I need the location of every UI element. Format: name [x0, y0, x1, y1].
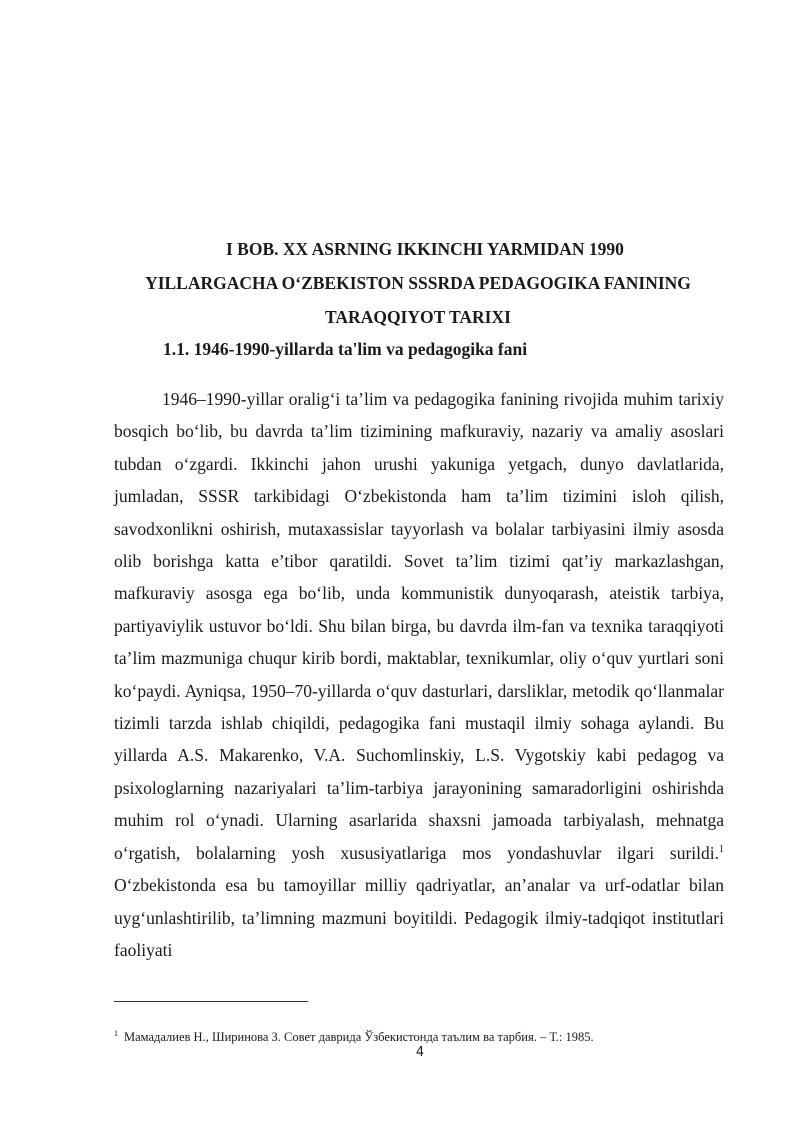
chapter-title-line-1: I BOB. XX ASRNING IKKINCHI YARMIDAN 1990: [226, 239, 624, 259]
chapter-title-line-2: YILLARGACHA O‘ZBEKISTON SSSRDA PEDAGOGIKA FANINING: [145, 273, 691, 293]
footnote-mark: 1: [114, 1028, 118, 1038]
chapter-title-line-3: TARAQQIYOT TARIXI: [325, 307, 511, 327]
body-paragraph: [114, 383, 724, 966]
chapter-title: [108, 232, 728, 334]
footnote-separator: [114, 1001, 308, 1002]
section-title: 1.1. 1946-1990-yillarda ta'lim va pedagogika fani: [163, 339, 528, 359]
page-number: 4: [415, 1045, 425, 1060]
footnote-text: Мамадалиев Н., Ширинова З. Совет даврида Ўзбекистонда таълим ва тарбия. – Т.: 1985.: [124, 1030, 594, 1044]
footnote-reference[interactable]: 1: [719, 843, 724, 855]
paragraph-text: [114, 383, 724, 966]
footnote: [114, 1029, 724, 1045]
paragraph-text-after-note: O‘zbekistonda esa bu tamoyillar milliy qadriyatlar, an’analar va urf-odatlar bilan uyg‘unlashtirilib, ta’limning mazmuni boyitildi. Pedagogik ilmiy-tadqiqot institutlari faoliyati: [114, 875, 724, 960]
paragraph-text-before-note: 1946–1990-yillar oralig‘i ta’lim va pedagogika fanining rivojida muhim tarixiy bosqich bo‘lib, bu davrda ta’lim tizimining mafkuraviy, nazariy va amaliy asoslari tubdan o‘zgardi. Ikkinchi jahon urushi yakuniga yetgach, dunyo davlatlarida, jumladan, SSSR tarkibidagi O‘zbekistonda ham ta’lim tizimini isloh qilish, savodxonlikni oshirish, mutaxassislar tayyorlash va bolalar tarbiyasini ilmiy asosda olib borishga katta e’tibor qaratildi. Sovet ta’lim tizimi qat’iy markazlashgan, mafkuraviy asosga ega bo‘lib, unda kommunistik dunyoqarash, ateistik tarbiya, partiyaviylik ustuvor bo‘ldi. Shu bilan birga, bu davrda ilm-fan va texnika taraqqiyoti ta’lim mazmuniga chuqur kirib bordi, maktablar, texnikumlar, oliy o‘quv yurtlari soni ko‘paydi. Ayniqsa, 1950–70-yillarda o‘quv dasturlari, darsliklar, metodik qo‘llanmalar tizimli tarzda ishlab chiqildi, pedagogika fani mustaqil ilmiy sohaga aylandi. Bu yillarda A.S. Makarenko, V.A. Suchomlinskiy, L.S. Vygotskiy kabi pedagog va psixologlarning nazariyalari ta’lim-tarbiya jarayonining samaradorligini oshirishda muhim rol o‘ynadi. Ularning asarlarida shaxsni jamoada tarbiyalash, mehnatga o‘rgatish, bolalarning yosh xususiyatlariga mos yondashuvlar ilgari surildi.: [114, 389, 724, 863]
